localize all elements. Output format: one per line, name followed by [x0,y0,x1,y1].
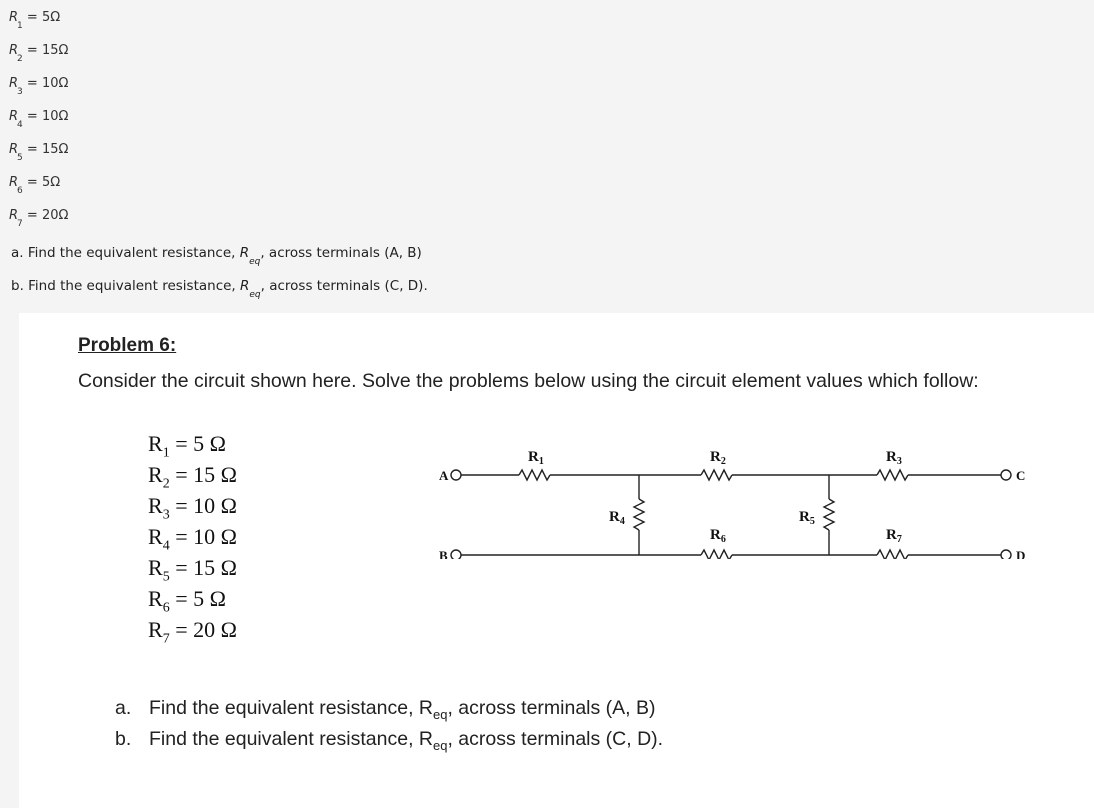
resistor-r2-zigzag [701,470,732,480]
terminal-a-node [451,470,461,480]
terminal-d-node [1001,550,1011,559]
value-r5: $R_5 = 15$ Ω [148,555,237,585]
resistor-value-list [9,8,68,239]
resistor-r4-zigzag [634,499,644,530]
resistor-r6-zigzag [701,550,732,559]
resistor-line-r6: $R_6 = 5\Omega$ [9,175,61,196]
resistor-line-r5: $R_5 = 15\Omega$ [9,142,69,163]
resistor-r1-zigzag [519,470,550,480]
problem-image [19,313,1094,808]
resistor-r4-label: $R_4$ [609,509,625,527]
resistor-r5-label: $R_5$ [799,509,815,527]
problem-questions [115,693,663,755]
value-r2: $R_2 = 15$ Ω [148,462,237,492]
value-r7: $R_7 = 20$ Ω [148,617,237,647]
problem-question-a: a. Find the equivalent resistance, $R_{eq}$, across terminals (A, B) [115,697,656,722]
circuit-diagram [419,439,1044,559]
value-r4: $R_4 = 10$ Ω [148,524,237,554]
value-r1: $R_1 = 5$ Ω [148,431,226,461]
problem-question-b: b. Find the equivalent resistance, $R_{eq}$, across terminals (C, D). [115,728,664,753]
resistor-r2-label: $R_2$ [710,449,726,467]
resistor-r3-zigzag [877,470,908,480]
terminal-c-node [1001,470,1011,480]
value-r6: $R_6 = 5$ Ω [148,586,226,616]
terminal-b-node [451,550,461,559]
resistor-line-r7: $R_7 = 20\Omega$ [9,208,69,229]
resistor-r7-zigzag [877,550,908,559]
resistor-r7-label: $R_7$ [886,527,902,545]
problem-intro: Consider the circuit shown here. Solve the problems below using the circuit element values which follow: [78,370,979,392]
question-b-text: b. Find the equivalent resistance, $R_{eq}$, across terminals (C, D). [11,278,428,300]
resistor-line-r4: $R_4 = 10\Omega$ [9,109,69,130]
resistor-r6-label: $R_6$ [710,527,726,545]
resistor-line-r2: $R_2 = 15\Omega$ [9,43,69,64]
resistor-r5-zigzag [824,499,834,530]
problem-title: Problem 6: [78,335,177,356]
resistor-r1-label: $R_1$ [528,449,544,467]
resistor-line-r1: $R_1 = 5\Omega$ [9,10,61,31]
terminal-b-label: B [439,548,448,559]
value-r3: $R_3 = 10$ Ω [148,493,237,523]
resistor-r3-label: $R_3$ [886,449,902,467]
element-values-list [148,428,237,645]
terminal-a-label: A [439,468,449,483]
terminal-d-label: D [1016,548,1026,559]
terminal-c-label: C [1016,468,1026,483]
resistor-line-r3: $R_3 = 10\Omega$ [9,76,69,97]
question-a-text: a. Find the equivalent resistance, $R_{eq}$, across terminals (A, B) [11,245,422,267]
